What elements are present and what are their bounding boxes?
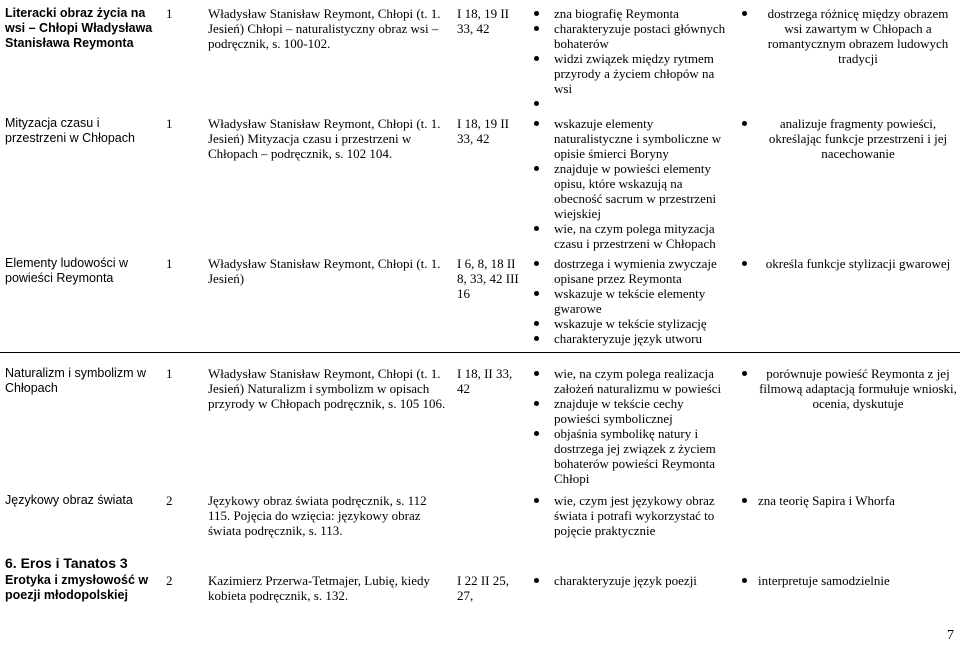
row1-hours: 1 bbox=[166, 6, 173, 21]
row5-source: Językowy obraz świata podręcznik, s. 112 115. Pojęcia do wzięcia: językowy obraz świata podręcznik, s. 113. bbox=[208, 493, 427, 538]
row6-hours: 2 bbox=[166, 573, 173, 588]
row4-refs: I 18, II 33, 42 bbox=[457, 366, 513, 396]
row4-basic-list bbox=[532, 366, 732, 486]
row4-topic: Naturalizm i symbolizm w Chłopach bbox=[5, 366, 146, 395]
list-item: wie, czym jest językowy obraz świata i potrafi wykorzystać to pojęcie praktycznie bbox=[532, 493, 732, 538]
row1-basic-list bbox=[532, 6, 732, 96]
row6-basic-list bbox=[532, 573, 732, 588]
list-item: znajduje w powieści elementy opisu, które wskazują na obecność sacrum w przestrzeni wiejskiej bbox=[532, 161, 732, 221]
row2-source: Władysław Stanisław Reymont, Chłopi (t. 1. Jesień) Mityzacja czasu i przestrzeni w Chłopach – podręcznik, s. 102 104. bbox=[208, 116, 441, 161]
row6-source: Kazimierz Przerwa-Tetmajer, Lubię, kiedy kobieta podręcznik, s. 132. bbox=[208, 573, 430, 603]
list-item: wie, na czym polega mityzacja czasu i przestrzeni w Chłopach bbox=[532, 221, 732, 251]
row3-source: Władysław Stanisław Reymont, Chłopi (t. 1. Jesień) bbox=[208, 256, 441, 286]
row2-advanced-list bbox=[740, 116, 958, 161]
list-item: wie, na czym polega realizacja założeń naturalizmu w powieści bbox=[532, 366, 732, 396]
row3-hours: 1 bbox=[166, 256, 173, 271]
row3-refs: I 6, 8, 18 II 8, 33, 42 III 16 bbox=[457, 256, 519, 301]
table-divider bbox=[0, 352, 960, 353]
row4-hours: 1 bbox=[166, 366, 173, 381]
list-item: dostrzega i wymienia zwyczaje opisane przez Reymonta bbox=[532, 256, 732, 286]
list-item: charakteryzuje język poezji bbox=[532, 573, 732, 588]
list-item: wskazuje w tekście elementy gwarowe bbox=[532, 286, 732, 316]
row4-advanced-list bbox=[740, 366, 958, 411]
list-item: charakteryzuje język utworu bbox=[532, 331, 732, 346]
list-item: dostrzega różnicę między obrazem wsi zawartym w Chłopach a romantycznym obrazem ludowych tradycji bbox=[740, 6, 958, 66]
row2-topic: Mityzacja czasu i przestrzeni w Chłopach bbox=[5, 116, 135, 145]
list-item: porównuje powieść Reymonta z jej filmową adaptacją formułuje wnioski, ocenia, dyskutuje bbox=[740, 366, 958, 411]
row5-advanced-list bbox=[740, 493, 958, 508]
row2-hours: 1 bbox=[166, 116, 173, 131]
row3-advanced-list bbox=[740, 256, 958, 271]
row3-basic-list bbox=[532, 256, 732, 346]
row1-advanced-list bbox=[740, 6, 958, 66]
page-number: 7 bbox=[947, 628, 954, 643]
list-item: widzi związek między rytmem przyrody a życiem chłopów na wsi bbox=[532, 51, 732, 96]
list-item: interpretuje samodzielnie bbox=[740, 573, 958, 588]
row2-refs: I 18, 19 II 33, 42 bbox=[457, 116, 509, 146]
list-item: zna teorię Sapira i Whorfa bbox=[740, 493, 958, 508]
row1-refs: I 18, 19 II 33, 42 bbox=[457, 6, 509, 36]
row1-topic: Literacki obraz życia na wsi – Chłopi Władysława Stanisława Reymonta bbox=[5, 6, 153, 50]
row2-basic-list bbox=[532, 116, 732, 251]
list-item: objaśnia symbolikę natury i dostrzega jej związek z życiem bohaterów powieści Reymonta Chłopi bbox=[532, 426, 732, 486]
row5-hours: 2 bbox=[166, 493, 173, 508]
row6-advanced-list bbox=[740, 573, 958, 588]
list-item: wskazuje elementy naturalistyczne i symboliczne w opisie śmierci Boryny bbox=[532, 116, 732, 161]
row1-source: Władysław Stanisław Reymont, Chłopi (t. 1. Jesień) Chłopi – naturalistyczny obraz wsi – podręcznik, s. 100-102. bbox=[208, 6, 441, 51]
list-item: określa funkcje stylizacji gwarowej bbox=[740, 256, 958, 271]
row6-refs: I 22 II 25, 27, bbox=[457, 573, 509, 603]
list-item: wskazuje w tekście stylizację bbox=[532, 316, 732, 331]
list-item: charakteryzuje postaci głównych bohaterów bbox=[532, 21, 732, 51]
section-heading: 6. Eros i Tanatos 3 bbox=[5, 555, 128, 571]
list-item: analizuje fragmenty powieści, określając funkcje przestrzeni i jej nacechowanie bbox=[740, 116, 958, 161]
row4-source: Władysław Stanisław Reymont, Chłopi (t. 1. Jesień) Naturalizm i symbolizm w opisach przyrody w Chłopach podręcznik, s. 105 106. bbox=[208, 366, 446, 411]
row6-topic: Erotyka i zmysłowość w poezji młodopolskiej bbox=[5, 573, 149, 602]
list-item: zna biografię Reymonta bbox=[532, 6, 732, 21]
row5-topic: Językowy obraz świata bbox=[5, 493, 133, 507]
row5-basic-list bbox=[532, 493, 732, 538]
row3-topic: Elementy ludowości w powieści Reymonta bbox=[5, 256, 128, 285]
list-item: znajduje w tekście cechy powieści symbolicznej bbox=[532, 396, 732, 426]
